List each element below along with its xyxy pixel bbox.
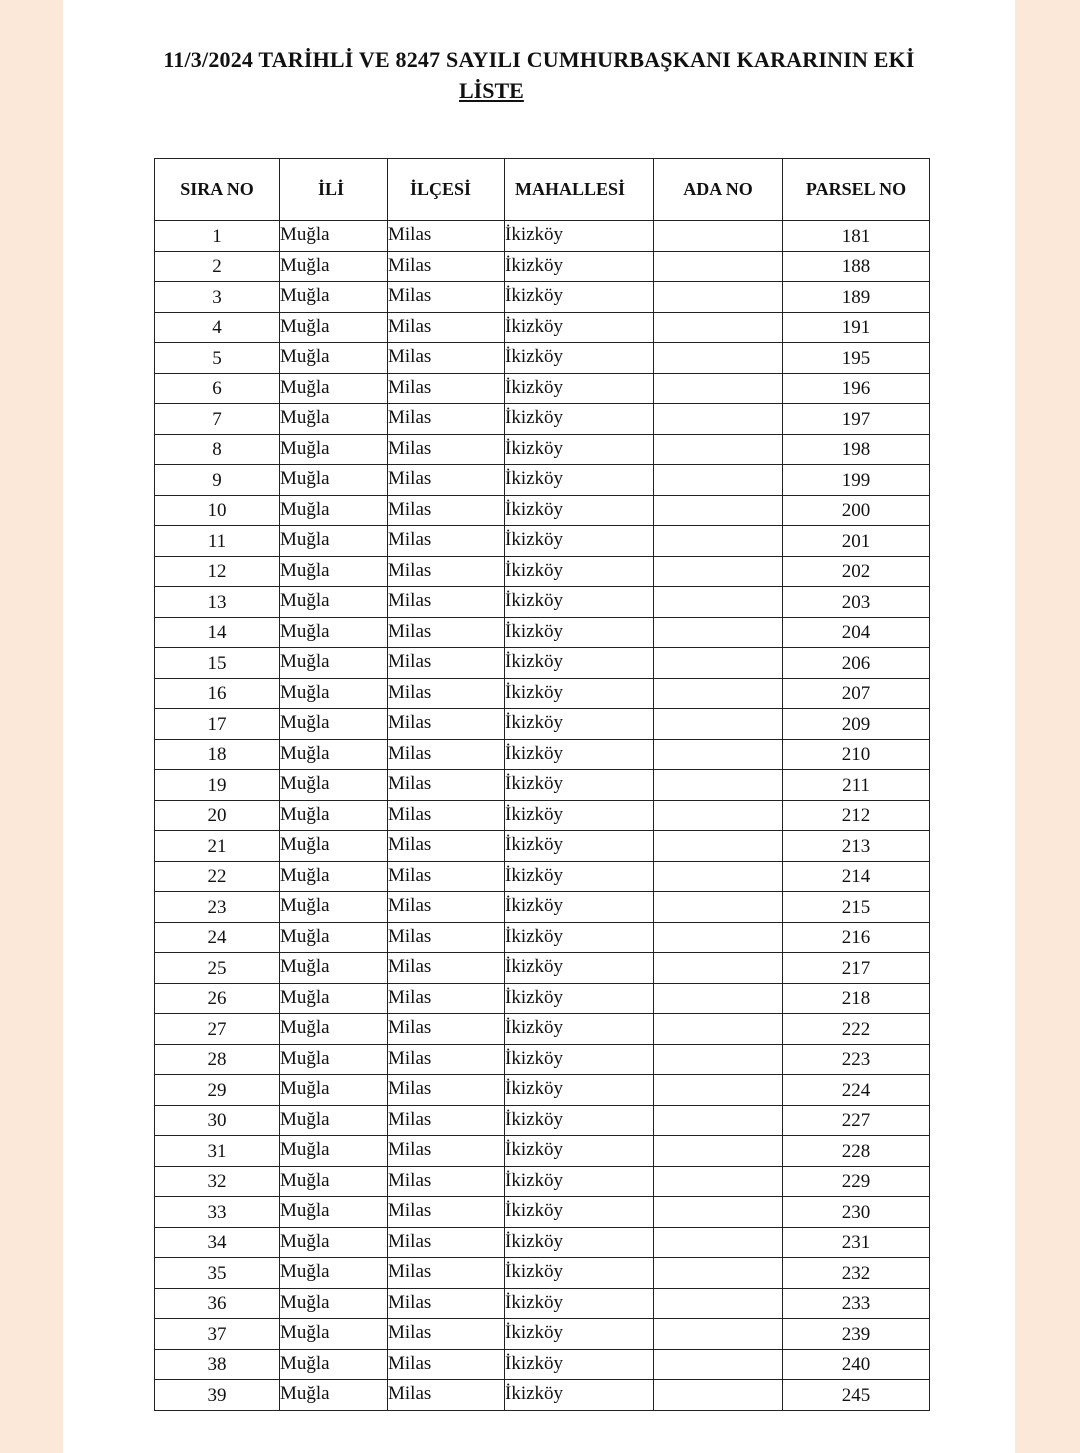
table-row [155, 373, 930, 404]
cell-ada-no [654, 1044, 783, 1075]
cell-mahallesi: İkizköy [505, 312, 654, 343]
cell-mahallesi: İkizköy [505, 373, 654, 404]
cell-ili: Muğla [280, 1349, 388, 1380]
cell-ilcesi: Milas [388, 526, 505, 557]
cell-ilcesi: Milas [388, 861, 505, 892]
cell-ada-no [654, 251, 783, 282]
cell-ilcesi: Milas [388, 1197, 505, 1228]
table-row [155, 739, 930, 770]
cell-ilcesi: Milas [388, 1227, 505, 1258]
document-subtitle: LİSTE [459, 78, 524, 103]
cell-ili: Muğla [280, 1197, 388, 1228]
cell-mahallesi: İkizköy [505, 678, 654, 709]
cell-sira-no: 24 [155, 922, 280, 953]
cell-mahallesi: İkizköy [505, 434, 654, 465]
table-row [155, 1319, 930, 1350]
cell-ada-no [654, 556, 783, 587]
table-row [155, 587, 930, 618]
cell-ilcesi: Milas [388, 648, 505, 679]
table-row [155, 1258, 930, 1289]
cell-ilcesi: Milas [388, 983, 505, 1014]
cell-sira-no: 11 [155, 526, 280, 557]
cell-ili: Muğla [280, 526, 388, 557]
cell-ilcesi: Milas [388, 709, 505, 740]
cell-ilcesi: Milas [388, 587, 505, 618]
cell-ili: Muğla [280, 434, 388, 465]
cell-ada-no [654, 1166, 783, 1197]
cell-mahallesi: İkizköy [505, 1105, 654, 1136]
cell-mahallesi: İkizköy [505, 1319, 654, 1350]
cell-ada-no [654, 648, 783, 679]
cell-mahallesi: İkizköy [505, 983, 654, 1014]
cell-ada-no [654, 1014, 783, 1045]
cell-parsel-no: 222 [783, 1014, 930, 1045]
cell-ili: Muğla [280, 556, 388, 587]
cell-ili: Muğla [280, 373, 388, 404]
cell-sira-no: 21 [155, 831, 280, 862]
cell-sira-no: 3 [155, 282, 280, 313]
cell-sira-no: 16 [155, 678, 280, 709]
table-row [155, 617, 930, 648]
cell-parsel-no: 212 [783, 800, 930, 831]
cell-parsel-no: 188 [783, 251, 930, 282]
cell-ada-no [654, 1136, 783, 1167]
cell-parsel-no: 231 [783, 1227, 930, 1258]
cell-mahallesi: İkizköy [505, 495, 654, 526]
cell-parsel-no: 232 [783, 1258, 930, 1289]
cell-ilcesi: Milas [388, 953, 505, 984]
cell-ada-no [654, 495, 783, 526]
cell-sira-no: 15 [155, 648, 280, 679]
cell-ilcesi: Milas [388, 495, 505, 526]
table-row [155, 709, 930, 740]
cell-sira-no: 38 [155, 1349, 280, 1380]
table-row [155, 892, 930, 923]
cell-sira-no: 31 [155, 1136, 280, 1167]
cell-mahallesi: İkizköy [505, 282, 654, 313]
table-row [155, 434, 930, 465]
cell-parsel-no: 204 [783, 617, 930, 648]
table-body [155, 221, 930, 1411]
cell-parsel-no: 206 [783, 648, 930, 679]
cell-sira-no: 27 [155, 1014, 280, 1045]
cell-ada-no [654, 1075, 783, 1106]
cell-parsel-no: 203 [783, 587, 930, 618]
cell-ili: Muğla [280, 251, 388, 282]
cell-parsel-no: 207 [783, 678, 930, 709]
cell-ili: Muğla [280, 404, 388, 435]
cell-ili: Muğla [280, 1319, 388, 1350]
cell-ilcesi: Milas [388, 617, 505, 648]
cell-ilcesi: Milas [388, 1258, 505, 1289]
cell-ili: Muğla [280, 831, 388, 862]
cell-ada-no [654, 1349, 783, 1380]
cell-parsel-no: 199 [783, 465, 930, 496]
cell-ada-no [654, 831, 783, 862]
cell-ili: Muğla [280, 1227, 388, 1258]
cell-ada-no [654, 282, 783, 313]
cell-ada-no [654, 678, 783, 709]
cell-ada-no [654, 800, 783, 831]
cell-parsel-no: 223 [783, 1044, 930, 1075]
cell-sira-no: 7 [155, 404, 280, 435]
header-ada-no: ADA NO [654, 159, 783, 221]
cell-ili: Muğla [280, 1075, 388, 1106]
cell-parsel-no: 211 [783, 770, 930, 801]
cell-parsel-no: 209 [783, 709, 930, 740]
cell-ili: Muğla [280, 1044, 388, 1075]
table-row [155, 922, 930, 953]
cell-ada-no [654, 526, 783, 557]
cell-ada-no [654, 1227, 783, 1258]
cell-ilcesi: Milas [388, 556, 505, 587]
cell-parsel-no: 239 [783, 1319, 930, 1350]
cell-mahallesi: İkizköy [505, 709, 654, 740]
table-row [155, 983, 930, 1014]
cell-ili: Muğla [280, 465, 388, 496]
cell-parsel-no: 224 [783, 1075, 930, 1106]
table-row [155, 648, 930, 679]
cell-mahallesi: İkizköy [505, 831, 654, 862]
cell-sira-no: 39 [155, 1380, 280, 1411]
cell-ilcesi: Milas [388, 1105, 505, 1136]
cell-mahallesi: İkizköy [505, 922, 654, 953]
cell-ilcesi: Milas [388, 373, 505, 404]
cell-mahallesi: İkizköy [505, 1044, 654, 1075]
cell-parsel-no: 201 [783, 526, 930, 557]
cell-ada-no [654, 770, 783, 801]
cell-mahallesi: İkizköy [505, 1380, 654, 1411]
cell-sira-no: 25 [155, 953, 280, 984]
cell-ili: Muğla [280, 617, 388, 648]
cell-mahallesi: İkizköy [505, 556, 654, 587]
cell-sira-no: 13 [155, 587, 280, 618]
table-row [155, 1105, 930, 1136]
cell-parsel-no: 229 [783, 1166, 930, 1197]
cell-ilcesi: Milas [388, 1014, 505, 1045]
table-row [155, 1014, 930, 1045]
cell-sira-no: 36 [155, 1288, 280, 1319]
cell-sira-no: 10 [155, 495, 280, 526]
cell-mahallesi: İkizköy [505, 404, 654, 435]
cell-mahallesi: İkizköy [505, 800, 654, 831]
table-row [155, 1197, 930, 1228]
cell-ili: Muğla [280, 1258, 388, 1289]
table-row [155, 343, 930, 374]
cell-sira-no: 17 [155, 709, 280, 740]
cell-parsel-no: 195 [783, 343, 930, 374]
document-title: 11/3/2024 TARİHLİ VE 8247 SAYILI CUMHURBAŞKANI KARARININ EKİ [163, 47, 915, 72]
cell-sira-no: 19 [155, 770, 280, 801]
cell-mahallesi: İkizköy [505, 892, 654, 923]
cell-ilcesi: Milas [388, 251, 505, 282]
cell-mahallesi: İkizköy [505, 1075, 654, 1106]
cell-ada-no [654, 587, 783, 618]
cell-parsel-no: 189 [783, 282, 930, 313]
table-row [155, 861, 930, 892]
cell-ili: Muğla [280, 892, 388, 923]
cell-mahallesi: İkizköy [505, 1227, 654, 1258]
cell-ilcesi: Milas [388, 282, 505, 313]
table-row [155, 800, 930, 831]
cell-ili: Muğla [280, 1105, 388, 1136]
cell-ada-no [654, 312, 783, 343]
cell-ada-no [654, 1288, 783, 1319]
cell-sira-no: 37 [155, 1319, 280, 1350]
cell-ilcesi: Milas [388, 343, 505, 374]
cell-ili: Muğla [280, 282, 388, 313]
cell-ilcesi: Milas [388, 800, 505, 831]
cell-ili: Muğla [280, 312, 388, 343]
cell-parsel-no: 214 [783, 861, 930, 892]
cell-ili: Muğla [280, 770, 388, 801]
cell-mahallesi: İkizköy [505, 343, 654, 374]
cell-sira-no: 1 [155, 221, 280, 252]
cell-ilcesi: Milas [388, 1075, 505, 1106]
cell-ada-no [654, 922, 783, 953]
cell-ada-no [654, 221, 783, 252]
cell-ilcesi: Milas [388, 739, 505, 770]
cell-mahallesi: İkizköy [505, 617, 654, 648]
cell-ada-no [654, 709, 783, 740]
cell-mahallesi: İkizköy [505, 251, 654, 282]
cell-sira-no: 26 [155, 983, 280, 1014]
table-row [155, 251, 930, 282]
cell-ada-no [654, 434, 783, 465]
parcel-table [154, 158, 930, 1411]
header-parsel-no: PARSEL NO [783, 159, 930, 221]
table-row [155, 770, 930, 801]
table-header-row [155, 159, 930, 221]
cell-sira-no: 23 [155, 892, 280, 923]
cell-ili: Muğla [280, 1288, 388, 1319]
cell-ada-no [654, 617, 783, 648]
cell-ili: Muğla [280, 221, 388, 252]
table-row [155, 312, 930, 343]
table-row [155, 465, 930, 496]
cell-sira-no: 18 [155, 739, 280, 770]
header-mahallesi: MAHALLESİ [505, 159, 654, 221]
cell-mahallesi: İkizköy [505, 1288, 654, 1319]
cell-ili: Muğla [280, 1136, 388, 1167]
cell-mahallesi: İkizköy [505, 587, 654, 618]
cell-sira-no: 28 [155, 1044, 280, 1075]
cell-sira-no: 14 [155, 617, 280, 648]
cell-ilcesi: Milas [388, 1380, 505, 1411]
cell-ili: Muğla [280, 1166, 388, 1197]
cell-ada-no [654, 404, 783, 435]
cell-sira-no: 22 [155, 861, 280, 892]
table-row [155, 1380, 930, 1411]
cell-ada-no [654, 983, 783, 1014]
header-ilcesi: İLÇESİ [388, 159, 505, 221]
cell-ili: Muğla [280, 983, 388, 1014]
cell-mahallesi: İkizköy [505, 1166, 654, 1197]
cell-mahallesi: İkizköy [505, 1258, 654, 1289]
cell-ilcesi: Milas [388, 1288, 505, 1319]
table-row [155, 1075, 930, 1106]
cell-sira-no: 20 [155, 800, 280, 831]
cell-ili: Muğla [280, 861, 388, 892]
cell-ada-no [654, 892, 783, 923]
cell-ili: Muğla [280, 800, 388, 831]
cell-ili: Muğla [280, 648, 388, 679]
cell-ili: Muğla [280, 343, 388, 374]
cell-parsel-no: 233 [783, 1288, 930, 1319]
cell-ada-no [654, 1319, 783, 1350]
cell-parsel-no: 210 [783, 739, 930, 770]
cell-parsel-no: 230 [783, 1197, 930, 1228]
cell-ilcesi: Milas [388, 678, 505, 709]
cell-ili: Muğla [280, 739, 388, 770]
table-row [155, 1227, 930, 1258]
cell-parsel-no: 227 [783, 1105, 930, 1136]
cell-ilcesi: Milas [388, 892, 505, 923]
cell-mahallesi: İkizköy [505, 739, 654, 770]
cell-ili: Muğla [280, 678, 388, 709]
table-row [155, 556, 930, 587]
cell-ilcesi: Milas [388, 922, 505, 953]
cell-ilcesi: Milas [388, 221, 505, 252]
cell-sira-no: 2 [155, 251, 280, 282]
table-row [155, 526, 930, 557]
cell-sira-no: 6 [155, 373, 280, 404]
cell-ada-no [654, 1258, 783, 1289]
cell-ilcesi: Milas [388, 312, 505, 343]
table-row [155, 831, 930, 862]
cell-mahallesi: İkizköy [505, 1014, 654, 1045]
cell-ili: Muğla [280, 495, 388, 526]
cell-ada-no [654, 953, 783, 984]
table-row [155, 1349, 930, 1380]
cell-ilcesi: Milas [388, 1136, 505, 1167]
table-row [155, 495, 930, 526]
cell-ada-no [654, 343, 783, 374]
cell-ilcesi: Milas [388, 1166, 505, 1197]
cell-ili: Muğla [280, 1380, 388, 1411]
table-row [155, 404, 930, 435]
cell-parsel-no: 228 [783, 1136, 930, 1167]
cell-sira-no: 30 [155, 1105, 280, 1136]
cell-sira-no: 33 [155, 1197, 280, 1228]
cell-ada-no [654, 1105, 783, 1136]
cell-sira-no: 32 [155, 1166, 280, 1197]
cell-parsel-no: 240 [783, 1349, 930, 1380]
cell-parsel-no: 191 [783, 312, 930, 343]
cell-parsel-no: 215 [783, 892, 930, 923]
cell-mahallesi: İkizköy [505, 648, 654, 679]
cell-ili: Muğla [280, 587, 388, 618]
cell-sira-no: 5 [155, 343, 280, 374]
document-page [63, 0, 1015, 1453]
cell-ilcesi: Milas [388, 831, 505, 862]
cell-ada-no [654, 1380, 783, 1411]
cell-mahallesi: İkizköy [505, 526, 654, 557]
cell-mahallesi: İkizköy [505, 221, 654, 252]
cell-ilcesi: Milas [388, 465, 505, 496]
cell-sira-no: 34 [155, 1227, 280, 1258]
cell-sira-no: 4 [155, 312, 280, 343]
cell-parsel-no: 218 [783, 983, 930, 1014]
cell-sira-no: 9 [155, 465, 280, 496]
cell-ili: Muğla [280, 953, 388, 984]
cell-sira-no: 35 [155, 1258, 280, 1289]
cell-ada-no [654, 739, 783, 770]
table-row [155, 1044, 930, 1075]
cell-sira-no: 8 [155, 434, 280, 465]
cell-sira-no: 29 [155, 1075, 280, 1106]
cell-parsel-no: 216 [783, 922, 930, 953]
table-row [155, 1166, 930, 1197]
cell-ilcesi: Milas [388, 1044, 505, 1075]
cell-ilcesi: Milas [388, 1349, 505, 1380]
cell-parsel-no: 197 [783, 404, 930, 435]
header-ili: İLİ [280, 159, 388, 221]
table-row [155, 678, 930, 709]
cell-mahallesi: İkizköy [505, 465, 654, 496]
table-row [155, 221, 930, 252]
cell-parsel-no: 213 [783, 831, 930, 862]
cell-parsel-no: 245 [783, 1380, 930, 1411]
cell-mahallesi: İkizköy [505, 770, 654, 801]
cell-parsel-no: 202 [783, 556, 930, 587]
cell-ili: Muğla [280, 1014, 388, 1045]
table-row [155, 1288, 930, 1319]
header-sira-no: SIRA NO [155, 159, 280, 221]
cell-mahallesi: İkizköy [505, 1136, 654, 1167]
cell-ilcesi: Milas [388, 770, 505, 801]
cell-parsel-no: 200 [783, 495, 930, 526]
cell-mahallesi: İkizköy [505, 1349, 654, 1380]
cell-ili: Muğla [280, 709, 388, 740]
cell-ilcesi: Milas [388, 434, 505, 465]
cell-ili: Muğla [280, 922, 388, 953]
cell-parsel-no: 217 [783, 953, 930, 984]
table-row [155, 282, 930, 313]
cell-sira-no: 12 [155, 556, 280, 587]
cell-mahallesi: İkizköy [505, 953, 654, 984]
cell-ilcesi: Milas [388, 404, 505, 435]
cell-parsel-no: 198 [783, 434, 930, 465]
cell-ada-no [654, 373, 783, 404]
cell-ada-no [654, 1197, 783, 1228]
table-row [155, 1136, 930, 1167]
cell-mahallesi: İkizköy [505, 861, 654, 892]
cell-parsel-no: 181 [783, 221, 930, 252]
cell-mahallesi: İkizköy [505, 1197, 654, 1228]
cell-parsel-no: 196 [783, 373, 930, 404]
table-row [155, 953, 930, 984]
cell-ada-no [654, 465, 783, 496]
cell-ilcesi: Milas [388, 1319, 505, 1350]
cell-ada-no [654, 861, 783, 892]
